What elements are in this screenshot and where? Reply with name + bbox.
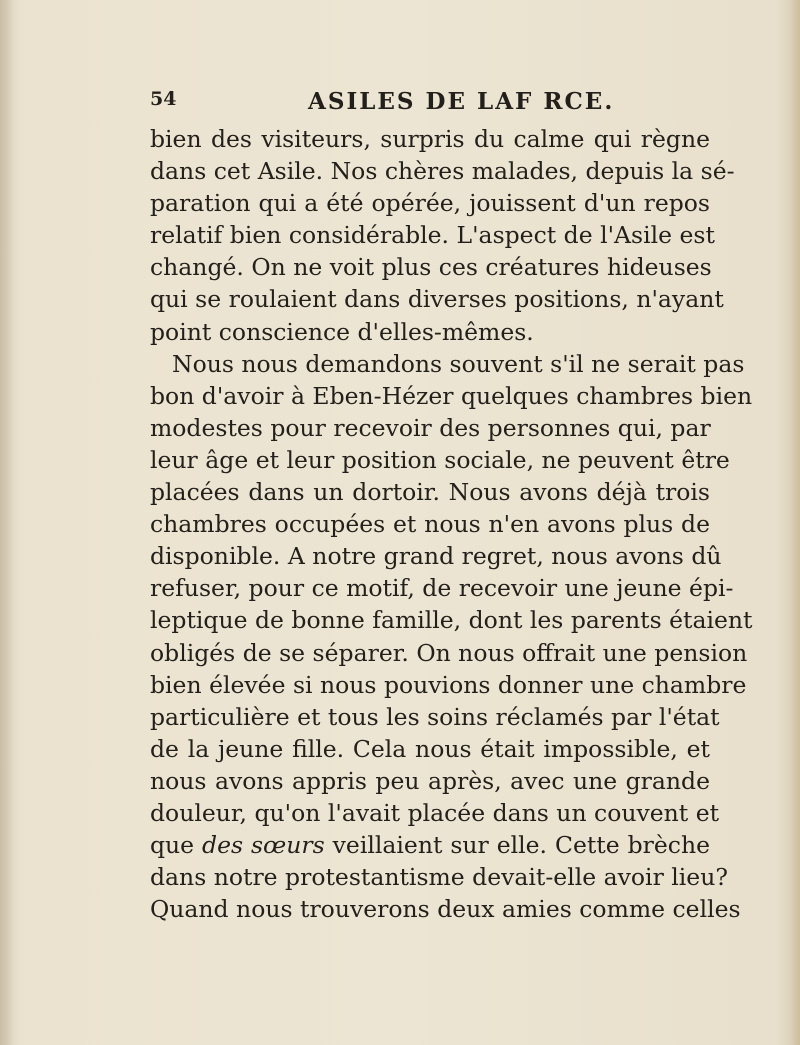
text-line-15: refuser, pour ce motif, de recevoir une jeune épi- (150, 574, 734, 603)
text-line-16: leptique de bonne famille, dont les parents étaient (150, 606, 753, 635)
text-line-18: bien élevée si nous pouvions donner une chambre (150, 670, 747, 699)
text-line-2: dans cet Asile. Nos chères malades, depuis la sé- (150, 157, 735, 186)
text-line-23-start: que (150, 831, 203, 860)
text-line-13: chambres occupées et nous n'en avons plus de (150, 510, 710, 539)
page-number: 54 (150, 88, 177, 110)
text-line-8: Nous nous demandons souvent s'il ne serait pas (172, 349, 745, 378)
text-line-9: bon d'avoir à Eben-Hézer quelques chambres bien (150, 381, 753, 410)
page-left-edge (0, 0, 14, 1045)
text-line-1: bien des visiteurs, surpris du calme qui règne (150, 125, 710, 153)
text-line-25: Quand nous trouverons deux amies comme celles (150, 895, 741, 924)
text-line-10: modestes pour recevoir des personnes qui, par (150, 413, 711, 442)
text-line-4: relatif bien considérable. L'aspect de l'Asile est (150, 221, 715, 250)
text-line-12: placées dans un dortoir. Nous avons déjà trois (150, 478, 710, 507)
running-title: ASILES DE LAF RCE. (308, 88, 615, 115)
text-line-3: paration qui a été opérée, jouissent d'un repos (150, 189, 710, 218)
running-header (150, 88, 690, 118)
text-line-24: dans notre protestantisme devait-elle avoir lieu? (150, 863, 728, 892)
text-line-19: particulière et tous les soins réclamés par l'état (150, 702, 720, 731)
text-line-22: douleur, qu'on l'avait placée dans un couvent et (150, 798, 720, 827)
page-right-edge (790, 0, 800, 1045)
text-line-5: changé. On ne voit plus ces créatures hideuses (150, 253, 712, 282)
body-text (150, 123, 753, 925)
text-line-20: de la jeune fille. Cela nous était impossible, et (150, 734, 710, 763)
text-line-17: obligés de se séparer. On nous offrait une pension (150, 638, 748, 667)
text-line-21: nous avons appris peu après, avec une grande (150, 766, 710, 795)
text-line-7: point conscience d'elles-mêmes. (150, 317, 534, 346)
text-line-11: leur âge et leur position sociale, ne peuvent être (150, 445, 730, 474)
text-line-23-end: veillaient sur elle. Cette brèche (324, 831, 710, 860)
text-line-14: disponible. A notre grand regret, nous avons dû (150, 542, 722, 571)
italic-phrase: des sœurs (202, 831, 325, 860)
text-line-23 (150, 829, 710, 861)
text-line-6: qui se roulaient dans diverses positions, n'ayant (150, 285, 724, 314)
